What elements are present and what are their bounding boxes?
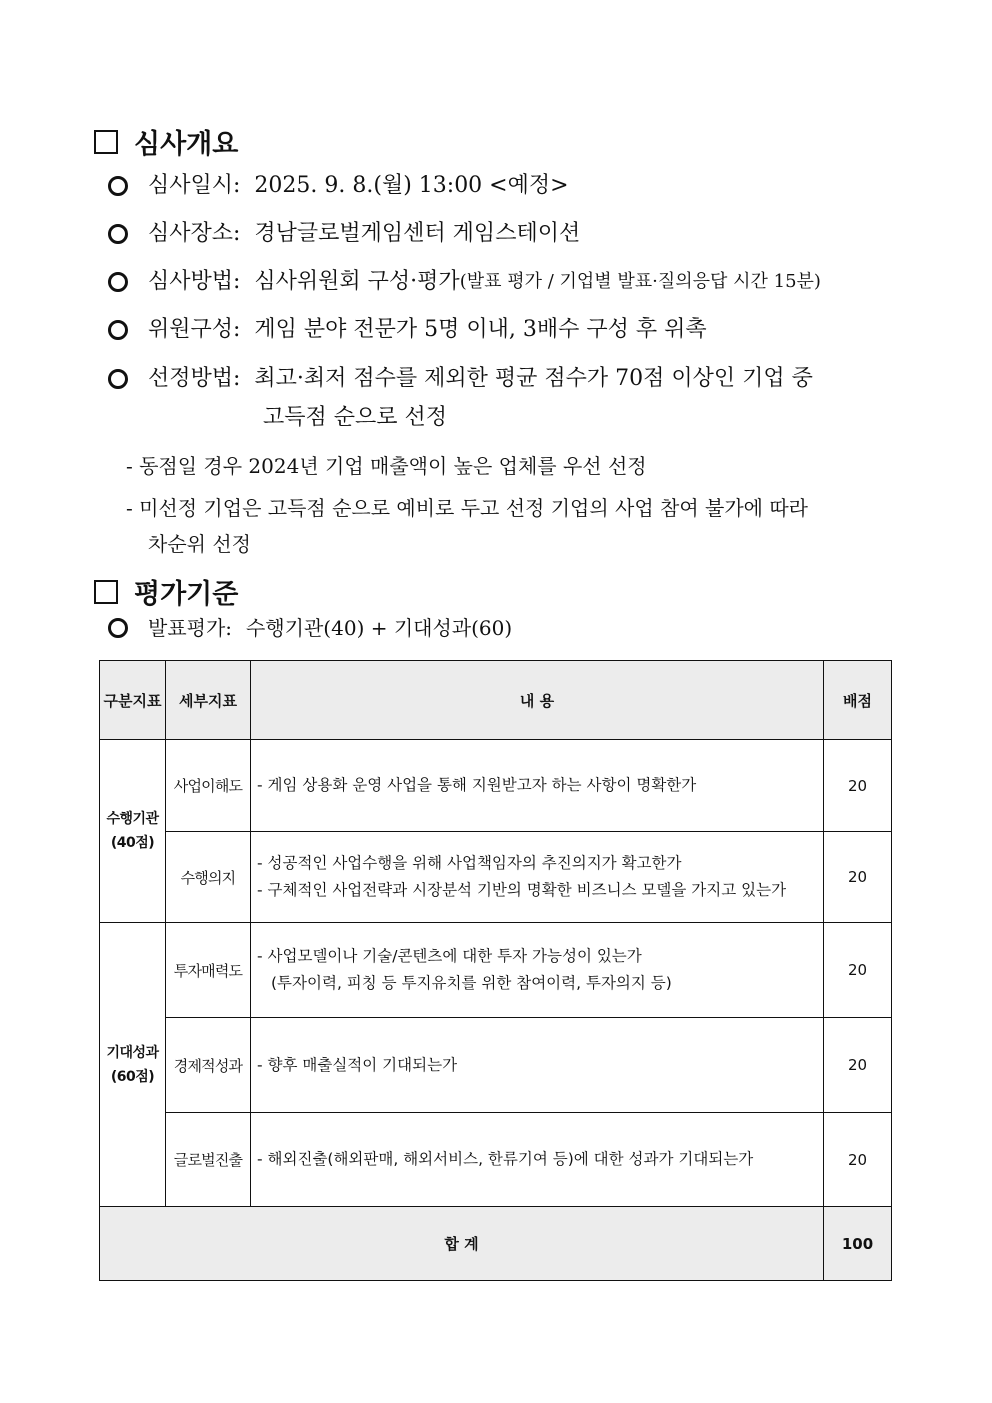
list-item bbox=[108, 608, 512, 648]
item-value: 심사위원회 구성·평가 bbox=[254, 269, 460, 294]
item-value: 2025. 9. 8.(월) 13:00 <예정> bbox=[254, 173, 569, 198]
total-score: 100 bbox=[824, 1207, 892, 1281]
note-line: - 동점일 경우 2024년 기업 매출액이 높은 업체를 우선 선정 bbox=[126, 454, 647, 478]
section-heading-overview bbox=[94, 122, 238, 161]
group-points: (60점) bbox=[110, 1068, 155, 1085]
content-line: - 게임 상용화 운영 사업을 통해 지원받고자 하는 사항이 명확한가 bbox=[257, 776, 697, 794]
content-cell bbox=[251, 832, 824, 923]
item-value: 수행기관(40) + 기대성과(60) bbox=[246, 616, 513, 640]
checkbox-square-icon bbox=[94, 580, 118, 604]
list-item bbox=[108, 214, 580, 254]
list-item bbox=[108, 310, 707, 350]
item-label: 선정방법: bbox=[148, 366, 241, 391]
header-content: 내 용 bbox=[251, 661, 824, 740]
item-value: 게임 분야 전문가 5명 이내, 3배수 구성 후 위촉 bbox=[254, 317, 707, 342]
section-title: 심사개요 bbox=[134, 129, 239, 160]
content-line: - 해외진출(해외판매, 해외서비스, 한류기여 등)에 대한 성과가 기대되는가 bbox=[257, 1150, 754, 1168]
content-line: - 성공적인 사업수행을 위해 사업책임자의 추진의지가 확고한가 bbox=[257, 854, 682, 872]
circle-bullet-icon bbox=[108, 369, 128, 389]
item-value-detail: (발표 평가 / 기업별 발표·질의응답 시간 15분) bbox=[459, 271, 821, 292]
group-name: 기대성과 bbox=[106, 1044, 159, 1061]
group-points: (40점) bbox=[110, 835, 155, 851]
sub-criterion: 투자매력도 bbox=[166, 923, 251, 1018]
group-name: 수행기관 bbox=[106, 811, 159, 827]
item-value-continuation: 고득점 순으로 선정 bbox=[263, 405, 448, 430]
sub-criterion: 사업이해도 bbox=[166, 740, 251, 832]
header-category: 구분지표 bbox=[100, 661, 166, 740]
total-row bbox=[100, 1207, 892, 1281]
item-label: 심사방법: bbox=[148, 269, 241, 294]
item-value: 경남글로벌게임센터 게임스테이션 bbox=[254, 221, 581, 246]
sub-criterion: 경제적성과 bbox=[166, 1018, 251, 1113]
list-item bbox=[108, 166, 569, 206]
content-line: - 향후 매출실적이 기대되는가 bbox=[257, 1055, 458, 1074]
checkbox-square-icon bbox=[94, 130, 118, 154]
score-cell: 20 bbox=[824, 1018, 892, 1113]
circle-bullet-icon bbox=[108, 176, 128, 196]
content-cell bbox=[251, 1018, 824, 1113]
header-subcategory: 세부지표 bbox=[166, 661, 251, 740]
evaluation-table bbox=[99, 660, 892, 1281]
section-title: 평가기준 bbox=[134, 579, 239, 610]
section-heading-criteria bbox=[94, 572, 238, 611]
group-cell bbox=[100, 740, 166, 923]
item-value: 최고·최저 점수를 제외한 평균 점수가 70점 이상인 기업 중 bbox=[254, 366, 813, 391]
item-label: 발표평가: bbox=[148, 616, 233, 640]
score-cell: 20 bbox=[824, 923, 892, 1018]
circle-bullet-icon bbox=[108, 224, 128, 244]
content-line: - 사업모델이나 기술/콘텐츠에 대한 투자 가능성이 있는가 bbox=[257, 947, 642, 965]
table-row bbox=[100, 1113, 892, 1207]
note-line: - 미선정 기업은 고득점 순으로 예비로 두고 선정 기업의 사업 참여 불가에 따라 bbox=[126, 496, 808, 520]
note-line: 차순위 선정 bbox=[148, 532, 251, 556]
table-header-row bbox=[100, 661, 892, 740]
item-label: 심사일시: bbox=[148, 173, 241, 198]
list-item bbox=[108, 262, 821, 302]
score-cell: 20 bbox=[824, 832, 892, 923]
table-row bbox=[100, 1018, 892, 1113]
sub-criterion: 글로벌진출 bbox=[166, 1113, 251, 1207]
circle-bullet-icon bbox=[108, 272, 128, 292]
table-row bbox=[100, 740, 892, 832]
header-score: 배점 bbox=[824, 661, 892, 740]
sub-criterion: 수행의지 bbox=[166, 832, 251, 923]
content-cell bbox=[251, 1113, 824, 1207]
content-line: (투자이력, 피칭 등 투지유치를 위한 참여이력, 투자의지 등) bbox=[271, 974, 672, 992]
group-cell bbox=[100, 923, 166, 1207]
table-row bbox=[100, 832, 892, 923]
score-cell: 20 bbox=[824, 1113, 892, 1207]
list-item bbox=[108, 359, 813, 399]
circle-bullet-icon bbox=[108, 320, 128, 340]
item-label: 위원구성: bbox=[148, 317, 241, 342]
circle-bullet-icon bbox=[108, 618, 128, 638]
item-label: 심사장소: bbox=[148, 221, 241, 246]
content-cell bbox=[251, 923, 824, 1018]
content-line: - 구체적인 사업전략과 시장분석 기반의 명확한 비즈니스 모델을 가지고 있는가 bbox=[257, 881, 787, 899]
total-label: 합 계 bbox=[100, 1207, 824, 1281]
table-row bbox=[100, 923, 892, 1018]
score-cell: 20 bbox=[824, 740, 892, 832]
content-cell bbox=[251, 740, 824, 832]
